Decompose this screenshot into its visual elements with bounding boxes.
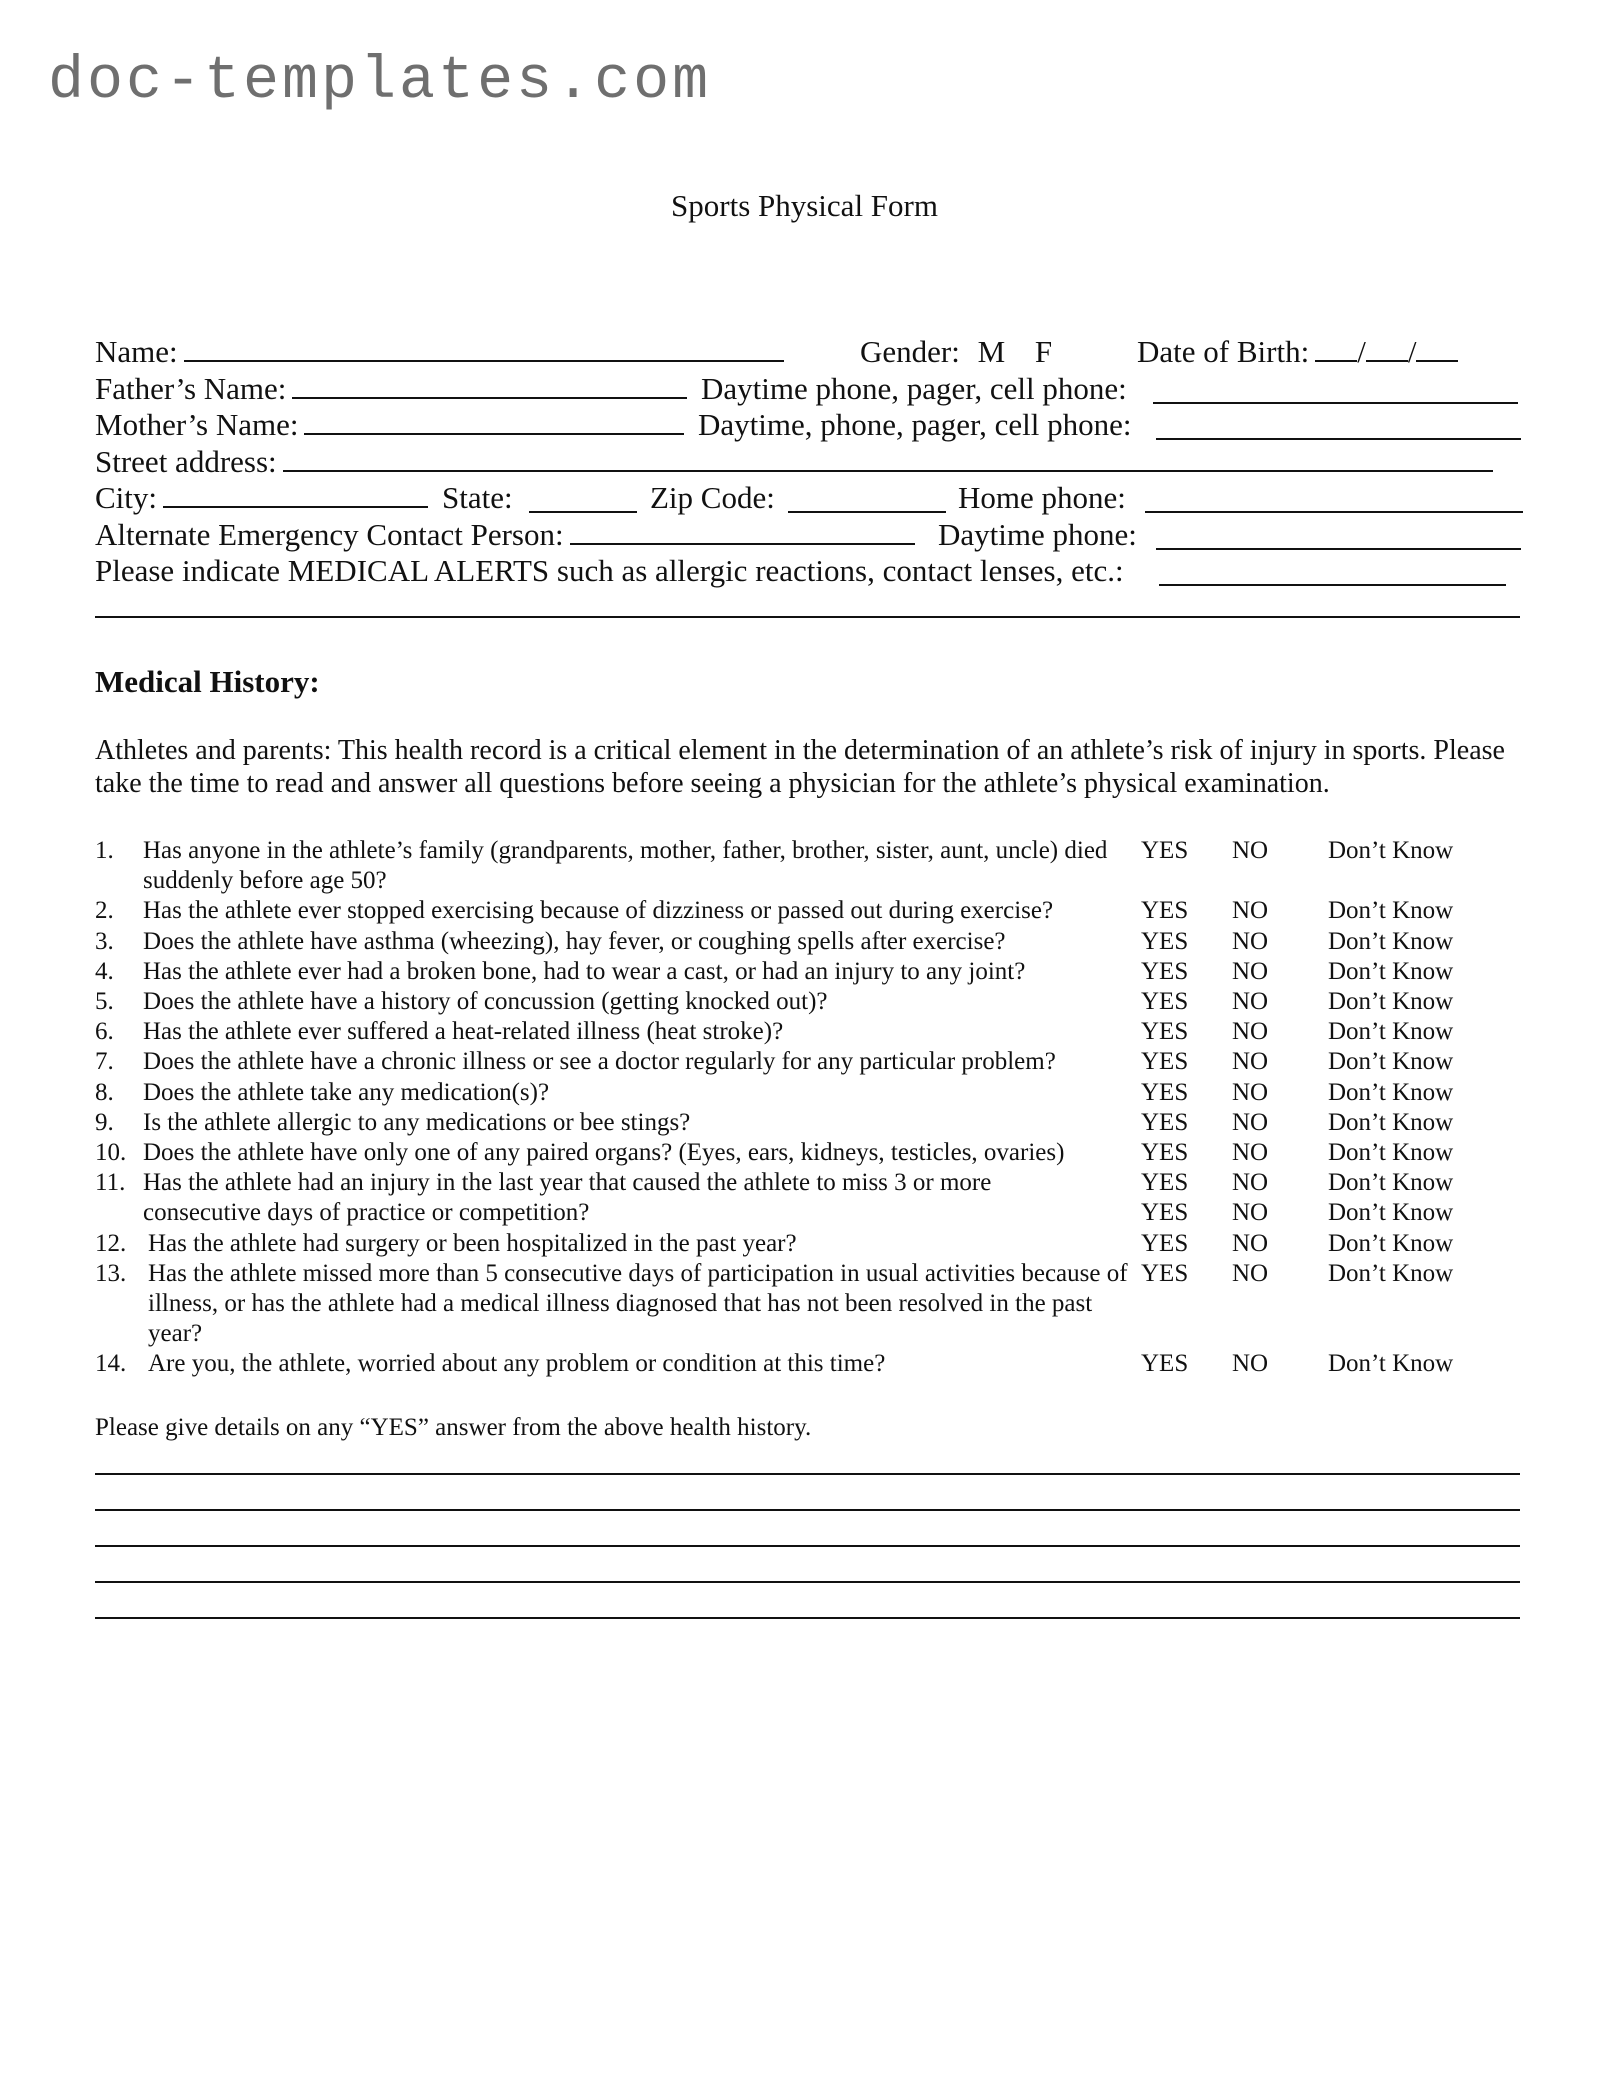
name-row (95, 334, 1520, 371)
question-row (95, 1108, 1525, 1138)
medical-history-intro: Athletes and parents: This health record is a critical element in the determination of an athlete’s risk of injury in sports. Please take the time to read and answer all questions before seeing a physician for the athlete’s physical examination. (95, 735, 1505, 799)
father-row (95, 371, 1520, 408)
question-row (95, 896, 1525, 926)
form-title: Sports Physical Form (671, 188, 938, 223)
details-line[interactable] (95, 1617, 1520, 1619)
answer-yes-option[interactable]: YES (1141, 1048, 1189, 1076)
answer-dont-know-option[interactable]: Don’t Know (1328, 837, 1454, 864)
question-text: Is the athlete allergic to any medications or bee stings? (143, 1108, 691, 1136)
answer-no-option[interactable]: NO (1232, 837, 1269, 864)
answer-yes-option[interactable]: YES (1141, 988, 1189, 1016)
question-row (95, 1198, 1525, 1228)
answer-no-option[interactable]: NO (1232, 927, 1269, 955)
answer-yes-option[interactable]: YES (1141, 1259, 1189, 1287)
home-phone-label: Home phone: (958, 480, 1126, 515)
question-text: Does the athlete have a chronic illness or see a doctor regularly for any particular problem? (143, 1048, 1056, 1076)
answer-yes-option[interactable]: YES (1141, 1229, 1189, 1257)
answer-no-option[interactable]: NO (1232, 988, 1269, 1016)
medical-history-heading: Medical History: (95, 664, 320, 699)
question-number: 4. (95, 957, 114, 985)
details-line[interactable] (95, 1545, 1520, 1547)
question-row (95, 1168, 1525, 1198)
mother-row (95, 407, 1520, 444)
question-text: Does the athlete have asthma (wheezing), hay fever, or coughing spells after exercise? (143, 927, 1006, 955)
medical-alerts-field[interactable] (1159, 560, 1506, 586)
answer-yes-option[interactable]: YES (1141, 837, 1189, 864)
question-row (95, 836, 1525, 896)
father-phone-field[interactable] (1153, 378, 1518, 404)
zip-code-label: Zip Code: (650, 480, 775, 515)
question-row (95, 1017, 1525, 1047)
gender-option-m[interactable]: M (977, 334, 1006, 369)
answer-yes-option[interactable]: YES (1141, 1169, 1189, 1197)
answer-no-option[interactable]: NO (1232, 1199, 1269, 1227)
answer-no-option[interactable]: NO (1232, 897, 1269, 925)
street-row (95, 444, 1520, 481)
question-text: Has the athlete ever suffered a heat-related illness (heat stroke)? (143, 1018, 784, 1046)
mother-name-field[interactable] (304, 409, 684, 435)
question-text: Are you, the athlete, worried about any problem or condition at this time? (148, 1350, 886, 1378)
answer-yes-option[interactable]: YES (1141, 1350, 1189, 1378)
city-row (95, 480, 1520, 517)
dob-label: Date of Birth: (1137, 334, 1310, 369)
question-row (95, 1138, 1525, 1168)
answer-no-option[interactable]: NO (1232, 1169, 1269, 1197)
medical-alerts-row-2 (95, 590, 1520, 627)
question-text: consecutive days of practice or competition? (143, 1199, 590, 1227)
answer-yes-option[interactable]: YES (1141, 1078, 1189, 1106)
answer-dont-know-option[interactable]: Don’t Know (1328, 1199, 1454, 1227)
alt-contact-field[interactable] (570, 519, 915, 545)
dob-year-field[interactable] (1416, 336, 1458, 362)
answer-dont-know-option[interactable]: Don’t Know (1328, 1259, 1454, 1287)
answer-yes-option[interactable]: YES (1141, 957, 1189, 985)
question-number: 2. (95, 897, 114, 925)
questions-list (95, 836, 1525, 1380)
question-text: Has the athlete had surgery or been hospitalized in the past year? (148, 1229, 797, 1257)
answer-dont-know-option[interactable]: Don’t Know (1328, 988, 1454, 1016)
alt-phone-field[interactable] (1156, 524, 1521, 550)
name-field[interactable] (184, 336, 784, 362)
question-number: 1. (95, 837, 114, 864)
question-number: 6. (95, 1018, 114, 1046)
question-number: 7. (95, 1048, 114, 1076)
question-number: 13. (95, 1259, 127, 1287)
answer-no-option[interactable]: NO (1232, 1259, 1269, 1287)
question-text: Does the athlete take any medication(s)? (143, 1078, 550, 1106)
question-row (95, 1047, 1525, 1077)
alt-contact-row (95, 517, 1520, 554)
answer-yes-option[interactable]: YES (1141, 897, 1189, 925)
father-phone-label: Daytime phone, pager, cell phone: (701, 370, 1127, 406)
question-row (95, 1078, 1525, 1108)
watermark-logo: doc-templates.com (48, 48, 712, 116)
answer-no-option[interactable]: NO (1232, 957, 1269, 985)
answer-no-option[interactable]: NO (1232, 1078, 1269, 1106)
mother-name-label: Mother’s Name: (95, 407, 299, 442)
question-number: 9. (95, 1108, 114, 1136)
dob-separator: / (1407, 334, 1417, 369)
dob-month-field[interactable] (1315, 336, 1357, 362)
details-label: Please give details on any “YES” answer from the above health history. (95, 1414, 812, 1441)
question-row (95, 1229, 1525, 1259)
answer-yes-option[interactable]: YES (1141, 1139, 1189, 1167)
medical-alerts-label: Please indicate MEDICAL ALERTS such as allergic reactions, contact lenses, etc.: (95, 553, 1124, 588)
answer-dont-know-option[interactable]: Don’t Know (1328, 1018, 1454, 1046)
question-row (95, 957, 1525, 987)
answer-no-option[interactable]: NO (1232, 1350, 1269, 1378)
gender-group (860, 334, 1052, 371)
answer-no-option[interactable]: NO (1232, 1108, 1269, 1136)
answer-dont-know-option[interactable]: Don’t Know (1328, 1169, 1454, 1197)
question-text: Has the athlete had an injury in the last year that caused the athlete to miss 3 or more (143, 1169, 992, 1197)
mother-phone-label: Daytime, phone, pager, cell phone: (698, 407, 1132, 442)
details-line[interactable] (95, 1509, 1520, 1511)
street-address-field[interactable] (283, 446, 1493, 472)
answer-yes-option[interactable]: YES (1141, 1108, 1189, 1136)
details-line[interactable] (95, 1581, 1520, 1583)
question-row (95, 987, 1525, 1017)
answer-yes-option[interactable]: YES (1141, 927, 1189, 955)
question-text: Does the athlete have a history of concussion (getting knocked out)? (143, 988, 828, 1016)
alt-phone-label: Daytime phone: (938, 516, 1137, 552)
home-phone-field[interactable] (1145, 487, 1523, 513)
city-label: City: (95, 480, 158, 515)
answer-dont-know-option[interactable]: Don’t Know (1328, 1350, 1454, 1378)
answer-dont-know-option[interactable]: Don’t Know (1328, 1048, 1454, 1076)
answer-dont-know-option[interactable]: Don’t Know (1328, 927, 1454, 955)
answer-no-option[interactable]: NO (1232, 1139, 1269, 1167)
answer-no-option[interactable]: NO (1232, 1229, 1269, 1257)
city-field[interactable] (163, 482, 428, 508)
answer-dont-know-option[interactable]: Don’t Know (1328, 1108, 1454, 1136)
answer-dont-know-option[interactable]: Don’t Know (1328, 1139, 1454, 1167)
gender-label: Gender: (860, 334, 960, 369)
question-number: 10. (95, 1139, 127, 1167)
question-text: Has anyone in the athlete’s family (grandparents, mother, father, brother, sister, aunt, uncle) died suddenly before age 50? (143, 837, 1108, 895)
details-line[interactable] (95, 1473, 1520, 1475)
question-number: 3. (95, 927, 114, 955)
answer-dont-know-option[interactable]: Don’t Know (1328, 1229, 1454, 1257)
alt-contact-label: Alternate Emergency Contact Person: (95, 516, 564, 552)
question-row (95, 1349, 1525, 1379)
street-address-label: Street address: (95, 443, 277, 479)
answer-no-option[interactable]: NO (1232, 1048, 1269, 1076)
question-number: 14. (95, 1350, 127, 1378)
answer-dont-know-option[interactable]: Don’t Know (1328, 897, 1454, 925)
dob-separator: / (1357, 334, 1366, 369)
answer-yes-option[interactable]: YES (1141, 1199, 1189, 1227)
medical-alerts-row (95, 553, 1520, 590)
state-field[interactable] (529, 487, 637, 513)
question-text: Has the athlete ever stopped exercising because of dizziness or passed out during exercise? (143, 897, 1054, 925)
answer-dont-know-option[interactable]: Don’t Know (1328, 1078, 1454, 1106)
question-row (95, 927, 1525, 957)
question-row (95, 1259, 1525, 1350)
state-label: State: (442, 480, 513, 515)
answer-dont-know-option[interactable]: Don’t Know (1328, 957, 1454, 985)
question-text: Has the athlete missed more than 5 consecutive days of participation in usual activities because of illness, or has the athlete had a medical illness diagnosed that has not been resolved in the past year? (148, 1259, 1128, 1348)
question-number: 12. (95, 1229, 127, 1257)
answer-no-option[interactable]: NO (1232, 1018, 1269, 1046)
name-label: Name: (95, 334, 178, 369)
father-name-field[interactable] (292, 373, 687, 399)
father-name-label: Father’s Name: (95, 370, 287, 406)
medical-alerts-field-line-2[interactable] (95, 592, 1520, 618)
question-text: Does the athlete have only one of any paired organs? (Eyes, ears, kidneys, testicles, ovaries) (143, 1139, 1065, 1167)
gender-option-f[interactable]: F (1034, 334, 1053, 369)
dob-day-field[interactable] (1366, 336, 1408, 362)
answer-yes-option[interactable]: YES (1141, 1018, 1189, 1046)
question-number: 8. (95, 1078, 114, 1106)
question-text: Has the athlete ever had a broken bone, had to wear a cast, or had an injury to any joint? (143, 957, 1026, 985)
personal-info-section (95, 334, 1520, 626)
zip-code-field[interactable] (788, 487, 946, 513)
question-number: 5. (95, 988, 114, 1016)
dob-group (1137, 334, 1458, 371)
mother-phone-field[interactable] (1156, 414, 1521, 440)
question-number: 11. (95, 1169, 126, 1197)
